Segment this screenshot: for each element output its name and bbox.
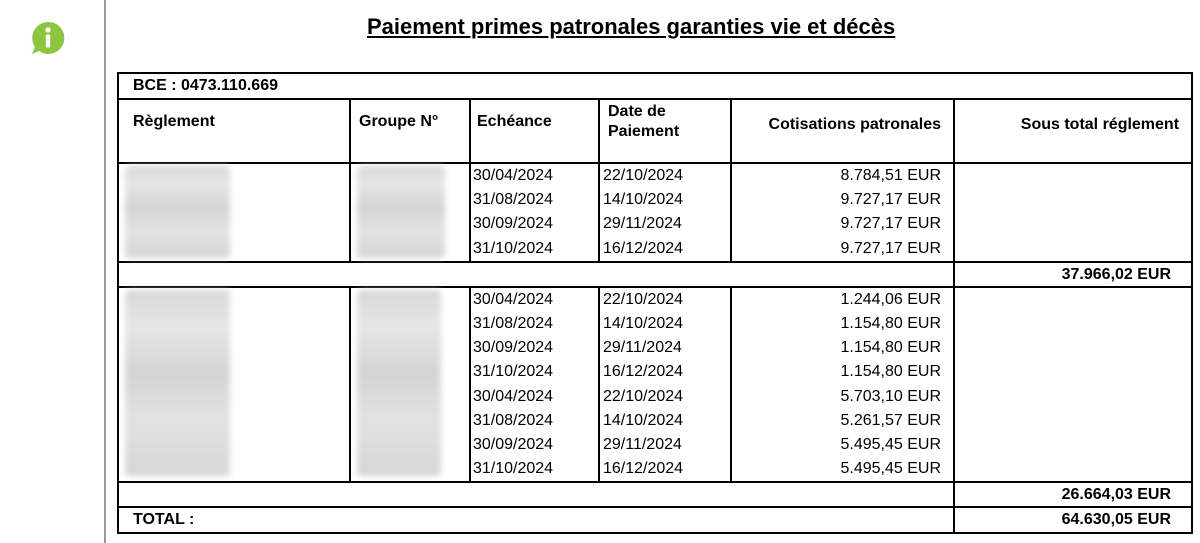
date-paiement-cell: 29/11/2024 (603, 215, 682, 233)
cotisation-cell: 5.495,45 EUR (840, 460, 941, 478)
echeance-cell: 31/10/2024 (473, 460, 554, 478)
total-row (118, 507, 1192, 533)
group2-sous-total-empty (954, 287, 1192, 483)
date-paiement-cell: 22/10/2024 (603, 167, 684, 184)
date-paiement-cell: 14/10/2024 (603, 411, 684, 429)
date-paiement-cell: 16/12/2024 (603, 460, 684, 478)
header-echeance: Echéance (470, 99, 599, 163)
group1-reglement-redacted (118, 163, 350, 262)
cotisation-cell: 9.727,17 EUR (840, 191, 941, 209)
header-reglement: Règlement (118, 99, 350, 163)
group1-echeances (470, 163, 599, 262)
total-label: TOTAL : (118, 507, 954, 533)
group1-sous-total-empty (954, 163, 1192, 262)
group2-rows (118, 287, 1192, 483)
echeance-cell: 31/08/2024 (473, 314, 554, 332)
date-paiement-cell: 16/12/2024 (603, 239, 684, 257)
date-paiement-cell: 29/11/2024 (603, 435, 682, 453)
group1-subtotal-row (118, 262, 1192, 287)
cotisation-cell: 1.154,80 EUR (840, 314, 941, 332)
echeance-cell: 30/09/2024 (473, 435, 554, 453)
date-paiement-cell: 16/12/2024 (603, 363, 684, 381)
group2-reglement-redacted (118, 287, 350, 483)
echeance-cell: 31/10/2024 (473, 363, 554, 381)
total-value: 64.630,05 EUR (954, 507, 1192, 533)
header-groupe: Groupe N° (350, 99, 470, 163)
echeance-cell: 30/04/2024 (473, 167, 554, 184)
date-paiement-cell: 29/11/2024 (603, 339, 682, 357)
subtotal-spacer (118, 262, 954, 287)
echeance-cell: 30/09/2024 (473, 339, 554, 357)
date-paiement-cell: 14/10/2024 (603, 314, 684, 332)
group2-subtotal: 26.664,03 EUR (954, 482, 1192, 507)
cotisation-cell: 5.495,45 EUR (840, 435, 941, 453)
group2-groupe-redacted (350, 287, 470, 483)
header-row (118, 99, 1192, 163)
date-paiement-cell: 22/10/2024 (603, 290, 684, 308)
cotisation-cell: 5.261,57 EUR (840, 411, 941, 429)
page-title: Paiement primes patronales garanties vie et décès (367, 14, 896, 39)
date-paiement-cell: 22/10/2024 (603, 387, 684, 405)
cotisation-cell: 9.727,17 EUR (840, 215, 941, 233)
group2-cotisations (731, 287, 954, 483)
info-icon (30, 20, 66, 56)
header-date-paiement: Date de Paiement (599, 99, 731, 163)
header-sous-total: Sous total réglement (954, 99, 1192, 163)
date-paiement-cell: 14/10/2024 (603, 191, 684, 209)
echeance-cell: 31/10/2024 (473, 239, 554, 257)
group1-cotisations (731, 163, 954, 262)
group1-rows (118, 163, 1192, 262)
echeance-cell: 30/04/2024 (473, 290, 554, 308)
cotisation-cell: 9.727,17 EUR (840, 239, 941, 257)
cotisation-cell: 8.784,51 EUR (840, 167, 941, 184)
echeance-cell: 30/04/2024 (473, 387, 554, 405)
bce-number: BCE : 0473.110.669 (118, 73, 1192, 99)
cotisation-cell: 1.244,06 EUR (840, 290, 941, 308)
group1-groupe-redacted (350, 163, 470, 262)
cotisation-cell: 1.154,80 EUR (840, 339, 941, 357)
echeance-cell: 30/09/2024 (473, 215, 554, 233)
payment-table (117, 72, 1193, 534)
subtotal-spacer (118, 482, 954, 507)
echeance-cell: 31/08/2024 (473, 191, 554, 209)
cotisation-cell: 5.703,10 EUR (840, 387, 941, 405)
group1-paiements (599, 163, 731, 262)
group2-subtotal-row (118, 482, 1192, 507)
echeance-cell: 31/08/2024 (473, 411, 554, 429)
header-cotisations: Cotisations patronales (731, 99, 954, 163)
cotisation-cell: 1.154,80 EUR (840, 363, 941, 381)
margin-divider (104, 0, 106, 543)
group1-subtotal: 37.966,02 EUR (954, 262, 1192, 287)
group2-paiements (599, 287, 731, 483)
group2-echeances (470, 287, 599, 483)
